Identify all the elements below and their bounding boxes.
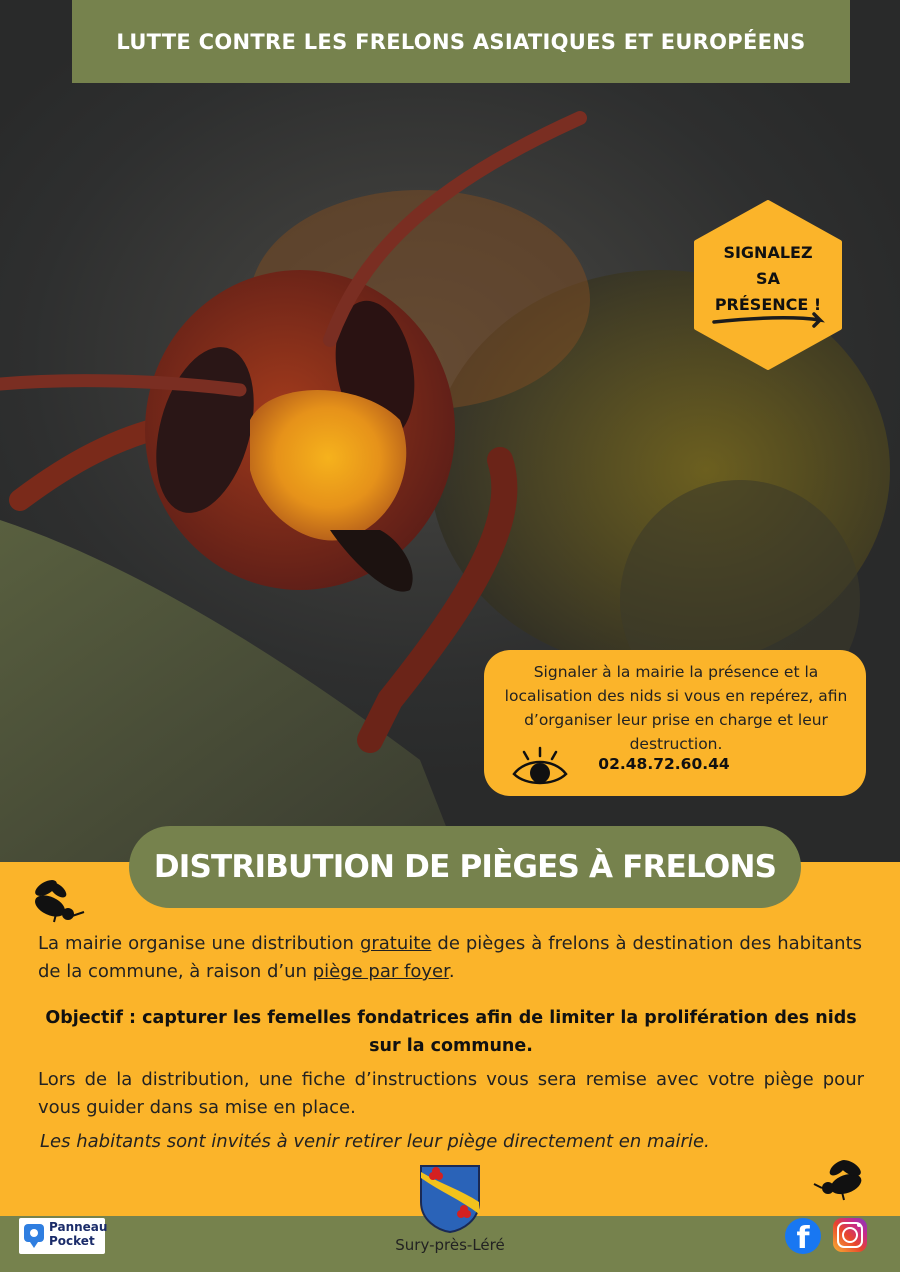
report-callout bbox=[692, 200, 844, 370]
panneau-pocket-logo[interactable] bbox=[19, 1218, 108, 1254]
callout-line-2: SA bbox=[756, 269, 780, 288]
pickup-paragraph: Les habitants sont invités à venir retirer leur piège directement en mairie. bbox=[40, 1131, 710, 1152]
callout-line-3: PRÉSENCE ! bbox=[714, 295, 822, 314]
instructions-paragraph: Lors de la distribution, une fiche d’instructions vous sera remise avec votre piège pour vous guider dans sa mise en place. bbox=[38, 1069, 864, 1118]
facebook-letter: f bbox=[796, 1221, 810, 1254]
callout-text bbox=[692, 240, 844, 318]
info-text: Signaler à la mairie la présence et la localisation des nids si vous en repérez, afin d’organiser leur prise en charge et leur destruction. bbox=[504, 663, 848, 753]
info-box bbox=[484, 650, 866, 796]
facebook-icon[interactable] bbox=[785, 1218, 821, 1254]
intro-text-c: . bbox=[448, 961, 455, 982]
hornet-icon bbox=[28, 878, 86, 928]
header-banner bbox=[72, 0, 850, 83]
eye-icon bbox=[510, 746, 570, 796]
instagram-dot bbox=[857, 1223, 861, 1227]
panneau-pocket-label bbox=[49, 1220, 107, 1248]
per-household-link: piège par foyer bbox=[312, 961, 449, 982]
panneau-pocket-icon bbox=[22, 1222, 46, 1250]
distribution-title-pill bbox=[129, 826, 801, 908]
intro-text-a: La mairie organise une distribution bbox=[38, 933, 360, 954]
instagram-ring bbox=[842, 1227, 858, 1243]
intro-text-b: de pièges à frelons à destination des habitants de la commune, à raison d’un bbox=[38, 933, 862, 982]
callout-line-1: SIGNALEZ bbox=[723, 243, 813, 262]
objective-paragraph: Objectif : capturer les femelles fondatrices afin de limiter la prolifération des nids sur la commune. bbox=[45, 1008, 857, 1056]
intro-paragraph bbox=[38, 930, 862, 986]
distribution-title: DISTRIBUTION DE PIÈGES À FRELONS bbox=[153, 849, 777, 885]
panneau-pocket-line-1: Panneau bbox=[49, 1220, 108, 1234]
panneau-pocket-line-2: Pocket bbox=[49, 1234, 95, 1248]
free-link: gratuite bbox=[359, 933, 432, 954]
hornet-icon bbox=[812, 1158, 870, 1206]
instagram-icon[interactable] bbox=[833, 1218, 867, 1252]
header-title: LUTTE CONTRE LES FRELONS ASIATIQUES ET EUROPÉENS bbox=[116, 29, 806, 54]
phone-number[interactable]: 02.48.72.60.44 bbox=[598, 755, 730, 773]
town-name: Sury-près-Léré bbox=[395, 1236, 505, 1254]
town-crest bbox=[417, 1162, 483, 1238]
